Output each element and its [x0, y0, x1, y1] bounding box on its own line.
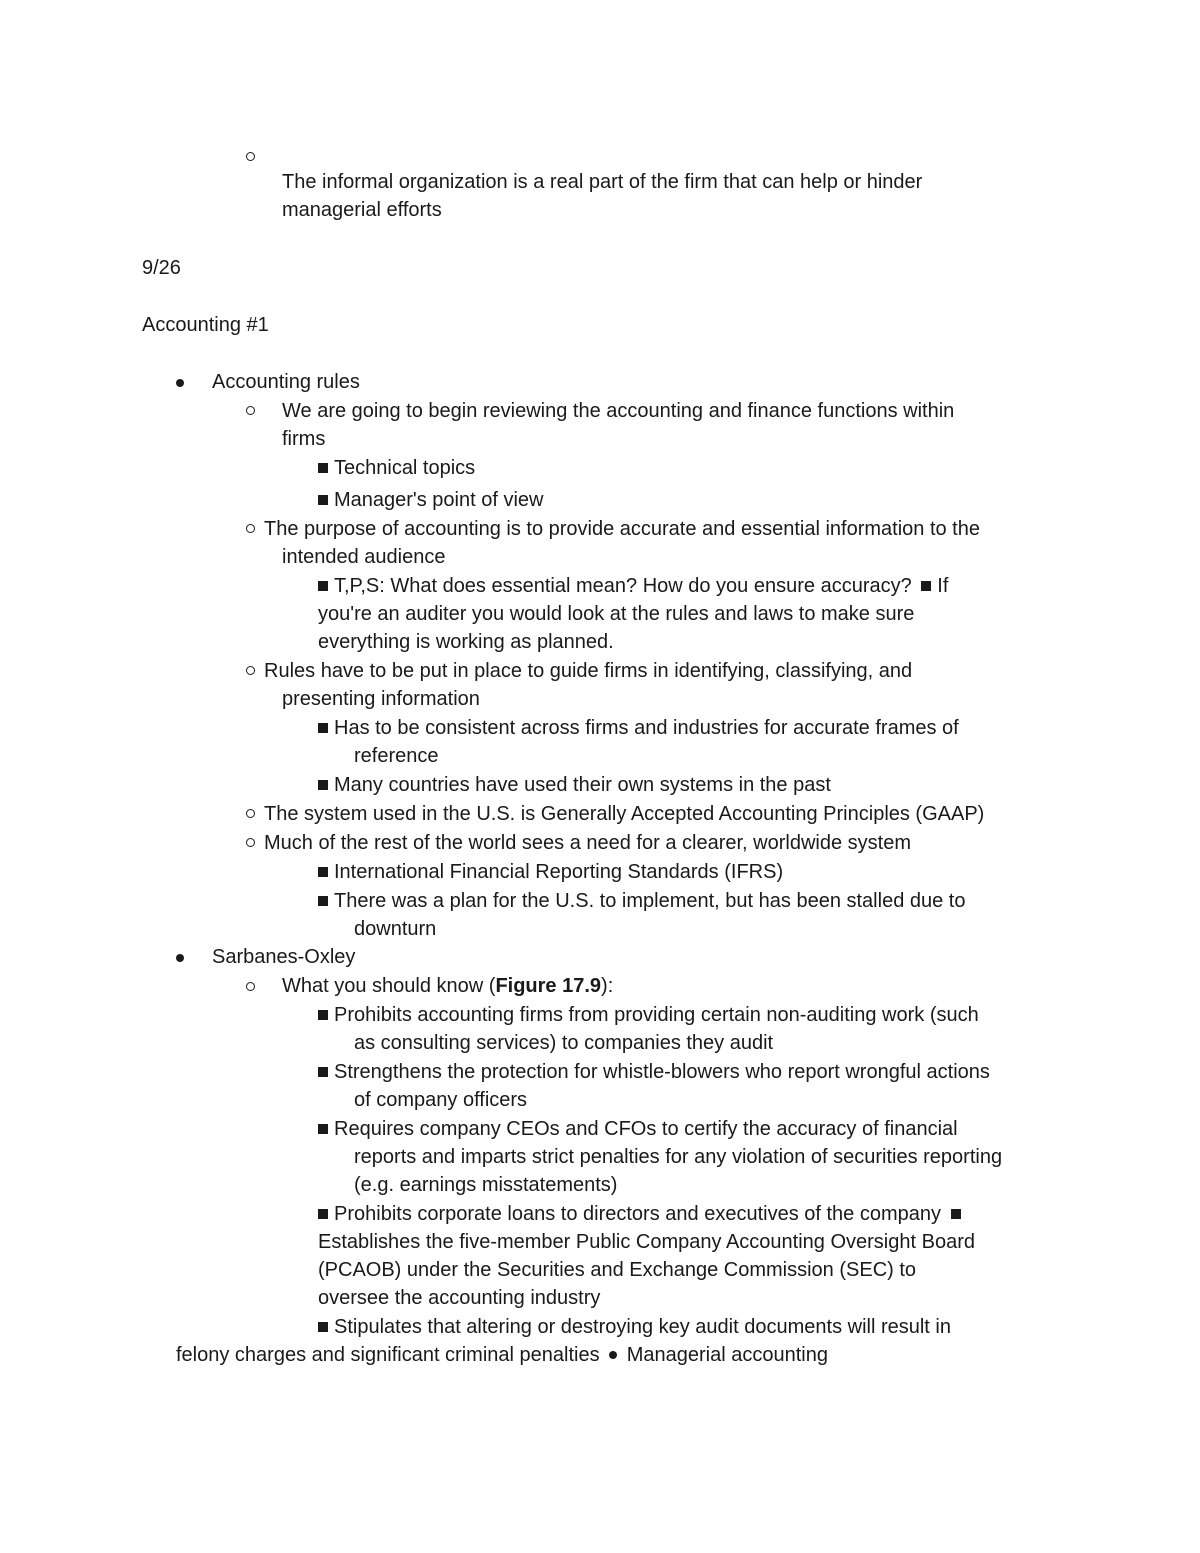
list-item: Much of the rest of the world sees a need for a clearer, worldwide system — [264, 832, 911, 854]
list-item-cont: reports and imparts strict penalties for any violation of securities reporting — [354, 1146, 1003, 1168]
square-bullet-icon — [318, 1209, 328, 1219]
sub-bullet-icon — [246, 982, 255, 991]
bullet-icon — [176, 954, 184, 962]
list-item: There was a plan for the U.S. to implement, but has been stalled due to — [318, 887, 965, 915]
list-item: Rules have to be put in place to guide firms in identifying, classifying, and — [264, 660, 913, 682]
list-item: The system used in the U.S. is Generally Accepted Accounting Principles (GAAP) — [264, 803, 985, 825]
intro-line-1: The informal organization is a real part of the firm that can help or hinder — [282, 171, 923, 193]
list-item-cont: as consulting services) to companies they audit — [354, 1032, 774, 1054]
list-item: T,P,S: What does essential mean? How do you ensure accuracy? If — [318, 572, 948, 600]
sub-bullet-icon — [246, 152, 255, 161]
square-bullet-icon — [921, 581, 931, 591]
list-item: We are going to begin reviewing the accounting and finance functions within — [282, 400, 955, 422]
list-item-cont: oversee the accounting industry — [318, 1287, 601, 1309]
sub-bullet-icon — [246, 666, 255, 675]
figure-reference: Figure 17.9 — [495, 975, 602, 997]
list-item-cont: everything is working as planned. — [318, 631, 614, 653]
list-item: Stipulates that altering or destroying key audit documents will result in — [318, 1313, 951, 1341]
list-item-cont: firms — [282, 428, 326, 450]
square-bullet-icon — [318, 1124, 328, 1134]
sub-bullet-icon — [246, 838, 255, 847]
list-item: Strengthens the protection for whistle-blowers who report wrongful actions — [318, 1058, 990, 1086]
list-item-cont: Establishes the five-member Public Company Accounting Oversight Board — [318, 1231, 975, 1253]
square-bullet-icon — [318, 780, 328, 790]
list-item-cont: intended audience — [282, 546, 446, 568]
square-bullet-icon — [318, 495, 328, 505]
list-item: The purpose of accounting is to provide accurate and essential information to the — [264, 518, 980, 540]
intro-line-2: managerial efforts — [282, 199, 442, 221]
list-item: International Financial Reporting Standards (IFRS) — [318, 858, 783, 886]
list-item: Many countries have used their own systems in the past — [318, 771, 831, 799]
list-item-cont: felony charges and significant criminal penalties Managerial accounting — [176, 1344, 828, 1366]
sub-bullet-icon — [246, 406, 255, 415]
list-item-cont: downturn — [354, 918, 437, 940]
square-bullet-icon — [318, 867, 328, 877]
list-item: Prohibits accounting firms from providing certain non-auditing work (such — [318, 1001, 979, 1029]
list-item-cont: you're an auditer you would look at the rules and laws to make sure — [318, 603, 915, 625]
list-item-cont: reference — [354, 745, 439, 767]
list-item: Managerial accounting — [626, 1344, 828, 1366]
list-item: Manager's point of view — [318, 486, 543, 514]
list-item: Prohibits corporate loans to directors and executives of the company — [318, 1200, 967, 1228]
section-title-accounting-rules: Accounting rules — [212, 371, 360, 393]
square-bullet-icon — [318, 723, 328, 733]
list-item: Has to be consistent across firms and industries for accurate frames of — [318, 714, 959, 742]
date-label: 9/26 — [142, 257, 181, 279]
list-item-cont: (PCAOB) under the Securities and Exchange Commission (SEC) to — [318, 1259, 917, 1281]
list-item: What you should know (Figure 17.9): — [282, 975, 614, 997]
list-item-cont: (e.g. earnings misstatements) — [354, 1174, 618, 1196]
list-item: Requires company CEOs and CFOs to certify the accuracy of financial — [318, 1115, 958, 1143]
square-bullet-icon — [318, 1322, 328, 1332]
sub-bullet-icon — [246, 524, 255, 533]
list-item-cont: presenting information — [282, 688, 480, 710]
list-item: Technical topics — [318, 454, 475, 482]
sub-bullet-icon — [246, 809, 255, 818]
square-bullet-icon — [318, 463, 328, 473]
bullet-icon — [176, 379, 184, 387]
square-bullet-icon — [318, 1010, 328, 1020]
list-item-cont: of company officers — [354, 1089, 528, 1111]
page-heading: Accounting #1 — [142, 314, 269, 336]
bullet-icon — [609, 1351, 617, 1359]
square-bullet-icon — [318, 581, 328, 591]
square-bullet-icon — [318, 1067, 328, 1077]
square-bullet-icon — [951, 1209, 961, 1219]
section-title-sarbanes-oxley: Sarbanes-Oxley — [212, 946, 356, 968]
square-bullet-icon — [318, 896, 328, 906]
